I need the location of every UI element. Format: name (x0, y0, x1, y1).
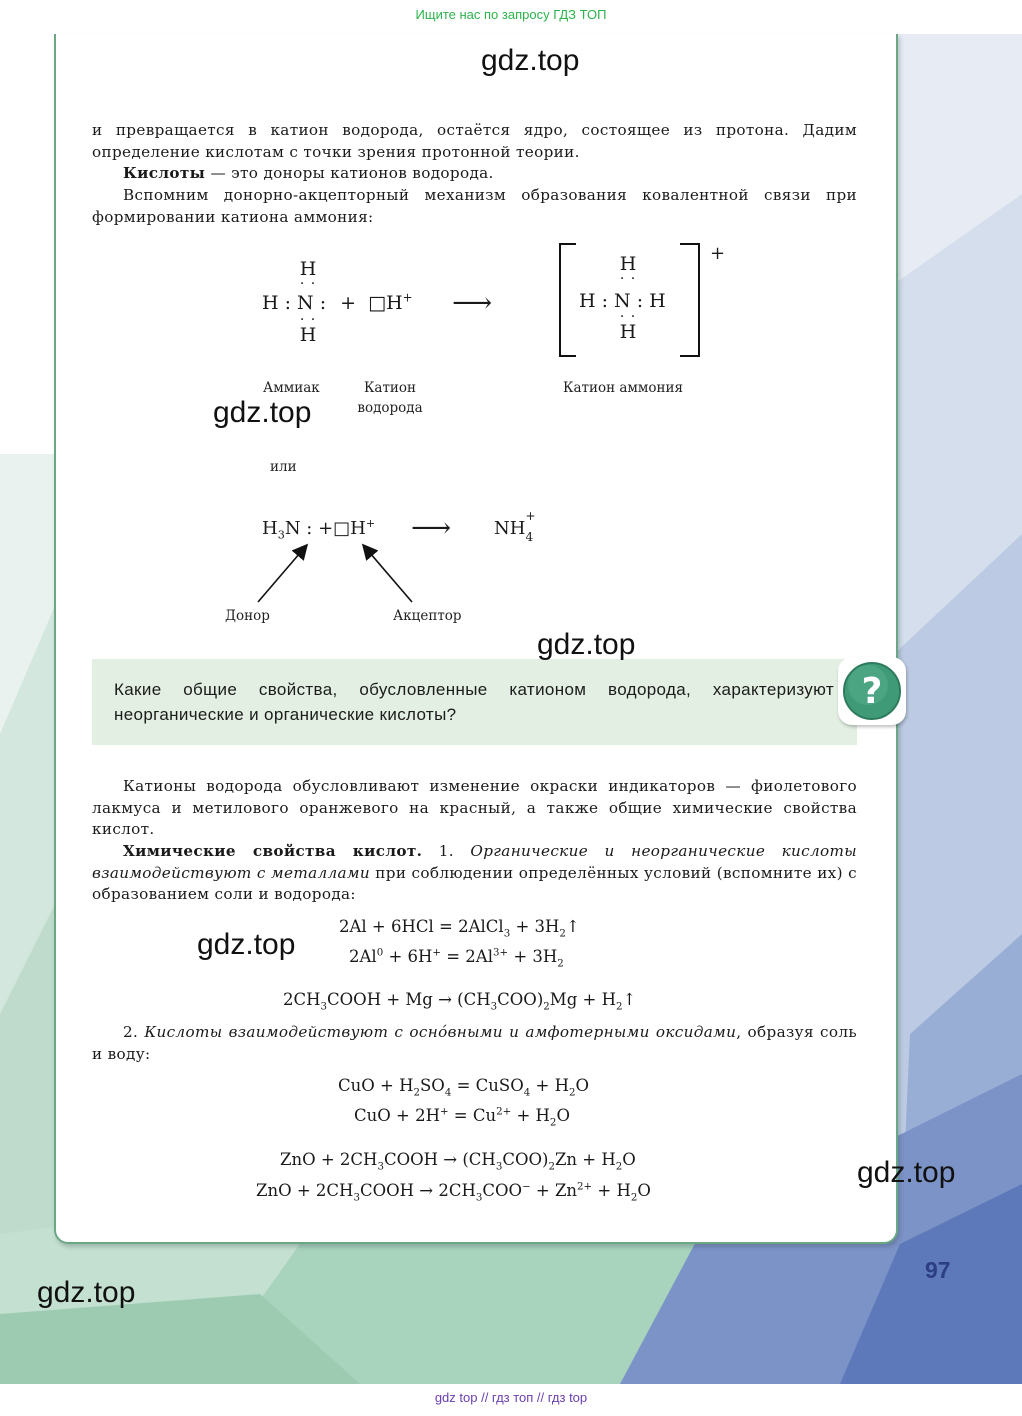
property-statement: Кислоты взаимодействуют с осно́вными и амфотерными оксидами (144, 1023, 737, 1041)
donor-acceptor-equation (262, 518, 375, 540)
reaction-arrow: ⟶ (411, 511, 452, 544)
property-statement: Органические и неорганические кислоты взаимодействуют с металлами (92, 842, 858, 882)
ammonia-subscript: 3 (277, 528, 285, 542)
svg-text:?: ? (861, 671, 883, 712)
proton-charge: + (365, 517, 376, 530)
ammonium-bottom (610, 309, 646, 343)
mechanism-intro (92, 185, 857, 228)
equation-cuo-ionic: CuO + $2H^+ = Cu^{2+} + H_2O$ (354, 1106, 570, 1129)
oxides-paragraph: 2. Кислоты взаимодействуют с осно́вными и амфотерными оксидами, образуя соль и воду: (92, 1023, 857, 1063)
question-icon-frame (838, 657, 906, 725)
ammonium-symbol: NH (494, 518, 526, 539)
ammonium-charge: + (525, 509, 536, 523)
caption-line-1: Катион (363, 380, 417, 396)
ammonium-top (610, 253, 646, 287)
watermark: gdz.top (197, 928, 296, 961)
properties-paragraph: Химические свойства кислот. 1. Органические и неорганические кислоты взаимодействуют с металлами при соблюдении определённых условий (вспомните их) с образованием соли и водорода: (92, 842, 858, 903)
caption-ammonium: Катион аммония (563, 380, 684, 396)
acceptor-label: Акцептор (393, 608, 462, 624)
ammonium-formula (494, 509, 536, 544)
electron-pair: · · (299, 312, 317, 328)
ammonia-center: H : N : (262, 292, 327, 314)
reaction-arrow: ⟶ (452, 286, 493, 319)
equation-zno-acetic: ZnO + $2CH_3COOH \to (CH_3COO)_2Zn + H_2O$ (280, 1150, 636, 1173)
ammonium-charge: + (710, 243, 726, 264)
definition-text: — это доноры катионов водорода. (205, 164, 494, 182)
question-icon (838, 657, 906, 725)
definition-term: Кислоты (123, 164, 206, 182)
bottom-banner: gdz top // гдз топ // гдз top (0, 1384, 1022, 1416)
ammonia-h-bottom: H (299, 324, 317, 346)
ammonia-formula-rest: N : + (284, 518, 334, 539)
watermark: gdz.top (537, 628, 636, 661)
question-text: Какие общие свойства, обусловленные катионом водорода, характеризуют неорганические и органические кислоты? (114, 680, 834, 724)
donor-label: Донор (225, 608, 270, 624)
electron-pair: · · (299, 276, 317, 292)
intro-text: и превращается в катион водорода, остаётся ядро, состоящее из протона. Дадим определение кислотам с точки зрения протонной теории. (92, 121, 857, 161)
ammonia-lewis (290, 258, 326, 292)
electron-pair: · · (619, 271, 637, 287)
acid-definition (92, 163, 857, 185)
proton-charge: + (402, 290, 413, 305)
empty-orbital-box: □ (368, 292, 387, 314)
question-box (92, 659, 857, 745)
top-banner: Ищите нас по запросу ГДЗ ТОП (415, 7, 607, 22)
watermark: gdz.top (37, 1276, 136, 1309)
electron-pair: · · (619, 309, 637, 325)
watermark: gdz.top (481, 44, 580, 77)
watermark: gdz.top (857, 1156, 956, 1189)
caption-hydrogen-cation (354, 378, 426, 418)
mechanism-text: Вспомним донорно-акцепторный механизм образования ковалентной связи при формировании катиона аммония: (92, 186, 857, 226)
ammonium-subscript: 4 (525, 530, 534, 544)
watermark: gdz.top (213, 396, 312, 429)
equation-al-hcl: 2Al + 6HCl = 2AlCl$_3$ + $3H_2↑$ (339, 917, 580, 940)
empty-orbital-box: □ (333, 518, 351, 539)
equation-acetic-mg: $2CH_3COOH + Mg \to (CH_3COO)_2Mg$ + $H_2↑$ (283, 990, 637, 1013)
indicator-paragraph: Катионы водорода обусловливают изменение окраски индикаторов — фиолетового лакмуса и метилового оранжевого на красный, а также общие химические свойства кислот. (92, 777, 857, 838)
equation-zno-ionic: ZnO + $2CH_3COOH \to 2CH_3COO^- + Zn^{2+} + H_2O$ (256, 1181, 651, 1204)
caption-ammonia: Аммиак (263, 380, 320, 396)
ammonia-bottom (290, 312, 326, 346)
equation-cuo-h2so4: CuO + $H_2SO_4$ = CuSO$_4$ + $H_2O$ (338, 1076, 590, 1099)
ammonium-row: H : N : H (579, 290, 666, 312)
ammonium-h-bottom: H (619, 321, 637, 343)
ammonia-row (262, 292, 413, 314)
section-heading: Химические свойства кислот. (123, 842, 423, 860)
equation-al-ionic: $2Al^0 + 6H^+ = 2Al^{3+} + 3H_2$ (349, 947, 564, 970)
donor-acceptor-arrows (252, 540, 422, 608)
page-number: 97 (925, 1257, 951, 1283)
intro-paragraph (92, 120, 857, 163)
caption-line-2: водорода (357, 400, 423, 416)
ammonium-h-top: H (619, 253, 637, 275)
ammonia-h-top: H (299, 258, 317, 280)
or-label: или (270, 459, 297, 475)
plus-sign: + (340, 292, 357, 314)
proton-symbol: H (386, 292, 403, 314)
proton-symbol: H (350, 518, 366, 539)
ammonia-formula: H (262, 518, 278, 539)
